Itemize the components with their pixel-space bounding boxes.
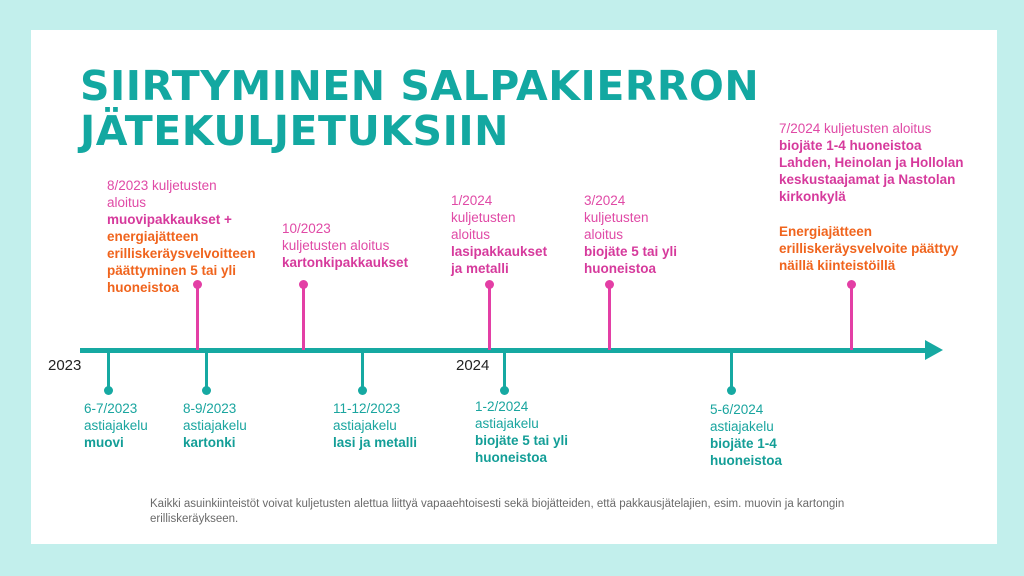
distribution-waste-type: biojäte 5 tai yli: [475, 433, 569, 448]
milestone-waste-type: lasipakkaukset: [451, 244, 548, 259]
footnote: Kaikki asuinkiinteistöt voivat kuljetusten alettua liittyä vapaaehtoisesti sekä biojätteiden, että pakkausjätelajien, esim. muovin ja kartongin erilliskeräykseen.: [150, 498, 845, 525]
distribution-label-5-6-2024: [710, 401, 782, 469]
distribution-date: 11-12/2023: [333, 401, 401, 416]
distribution-stem: [730, 351, 733, 391]
year-label-2024: 2024: [456, 357, 490, 374]
distribution-stem: [205, 351, 208, 391]
distribution-label-1-2-2024: [475, 398, 568, 466]
timeline-arrowhead: [925, 340, 943, 360]
distribution-date: 6-7/2023: [84, 401, 138, 416]
milestone-note: erilliskeräysvelvoitteen: [107, 246, 256, 261]
milestone-label-1-2024: [451, 192, 547, 277]
distribution-date: 1-2/2024: [475, 399, 529, 414]
distribution-stem: [107, 351, 110, 391]
milestone-waste-type: kirkonkylä: [779, 189, 846, 204]
milestone-dot: [605, 280, 614, 289]
milestone-note: energiajätteen: [107, 229, 199, 244]
milestone-date: aloitus: [107, 195, 147, 210]
milestone-waste-type: kartonkipakkaukset: [282, 255, 409, 270]
milestone-date: kuljetusten: [584, 210, 649, 225]
distribution-waste-type: huoneistoa: [710, 453, 783, 468]
milestone-date: 3/2024: [584, 193, 626, 208]
title-line-2: JÄTEKULJETUKSIIN: [80, 107, 509, 155]
milestone-note: näillä kiinteistöillä: [779, 258, 896, 273]
distribution-text: astiajakelu: [710, 419, 774, 434]
milestone-note: huoneistoa: [107, 280, 180, 295]
milestone-dot: [485, 280, 494, 289]
distribution-dot: [500, 386, 509, 395]
milestone-stem: [850, 284, 853, 350]
milestone-date: 1/2024: [451, 193, 493, 208]
distribution-waste-type: muovi: [84, 435, 124, 450]
distribution-text: astiajakelu: [84, 418, 148, 433]
distribution-label-8-9-2023: [183, 400, 247, 451]
distribution-label-11-12-2023: [333, 400, 417, 451]
milestone-waste-type: muovipakkaukset +: [107, 212, 232, 227]
distribution-waste-type: kartonki: [183, 435, 236, 450]
milestone-date: 10/2023: [282, 221, 331, 236]
milestone-dot: [847, 280, 856, 289]
milestone-note: Energiajätteen: [779, 224, 873, 239]
milestone-stem: [488, 284, 491, 350]
milestone-waste-type: biojäte 1-4 huoneistoa: [779, 138, 922, 153]
milestone-waste-type: ja metalli: [451, 261, 509, 276]
milestone-date: kuljetusten: [451, 210, 516, 225]
distribution-text: astiajakelu: [333, 418, 397, 433]
milestone-waste-type: keskustaajamat ja Nastolan: [779, 172, 956, 187]
distribution-waste-type: lasi ja metalli: [333, 435, 418, 450]
milestone-label-8-2023: [107, 177, 256, 296]
milestone-waste-type: Lahden, Heinolan ja Hollolan: [779, 155, 964, 170]
milestone-date: aloitus: [451, 227, 491, 242]
milestone-date: kuljetusten aloitus: [282, 238, 390, 253]
distribution-stem: [503, 351, 506, 391]
distribution-text: astiajakelu: [475, 416, 539, 431]
milestone-waste-type: huoneistoa: [584, 261, 657, 276]
year-label-2023: 2023: [48, 357, 82, 374]
milestone-label-10-2023: [282, 220, 408, 271]
distribution-waste-type: huoneistoa: [475, 450, 548, 465]
distribution-stem: [361, 351, 364, 391]
milestone-label-3-2024: [584, 192, 677, 277]
distribution-dot: [358, 386, 367, 395]
distribution-waste-type: biojäte 1-4: [710, 436, 777, 451]
distribution-dot: [727, 386, 736, 395]
milestone-date: aloitus: [584, 227, 624, 242]
milestone-waste-type: biojäte 5 tai yli: [584, 244, 678, 259]
distribution-date: 5-6/2024: [710, 402, 764, 417]
distribution-dot: [202, 386, 211, 395]
milestone-dot: [299, 280, 308, 289]
milestone-date: 8/2023 kuljetusten: [107, 178, 217, 193]
milestone-note: päättyminen 5 tai yli: [107, 263, 237, 278]
milestone-date: 7/2024 kuljetusten aloitus: [779, 121, 932, 136]
milestone-note: erilliskeräysvelvoite päättyy: [779, 241, 959, 256]
distribution-label-6-7-2023: [84, 400, 148, 451]
milestone-label-7-2024: [779, 120, 964, 274]
milestone-stem: [608, 284, 611, 350]
page-title: [80, 64, 759, 154]
distribution-text: astiajakelu: [183, 418, 247, 433]
title-line-1: SIIRTYMINEN SALPAKIERRON: [80, 62, 760, 110]
distribution-dot: [104, 386, 113, 395]
distribution-date: 8-9/2023: [183, 401, 237, 416]
milestone-stem: [302, 284, 305, 350]
